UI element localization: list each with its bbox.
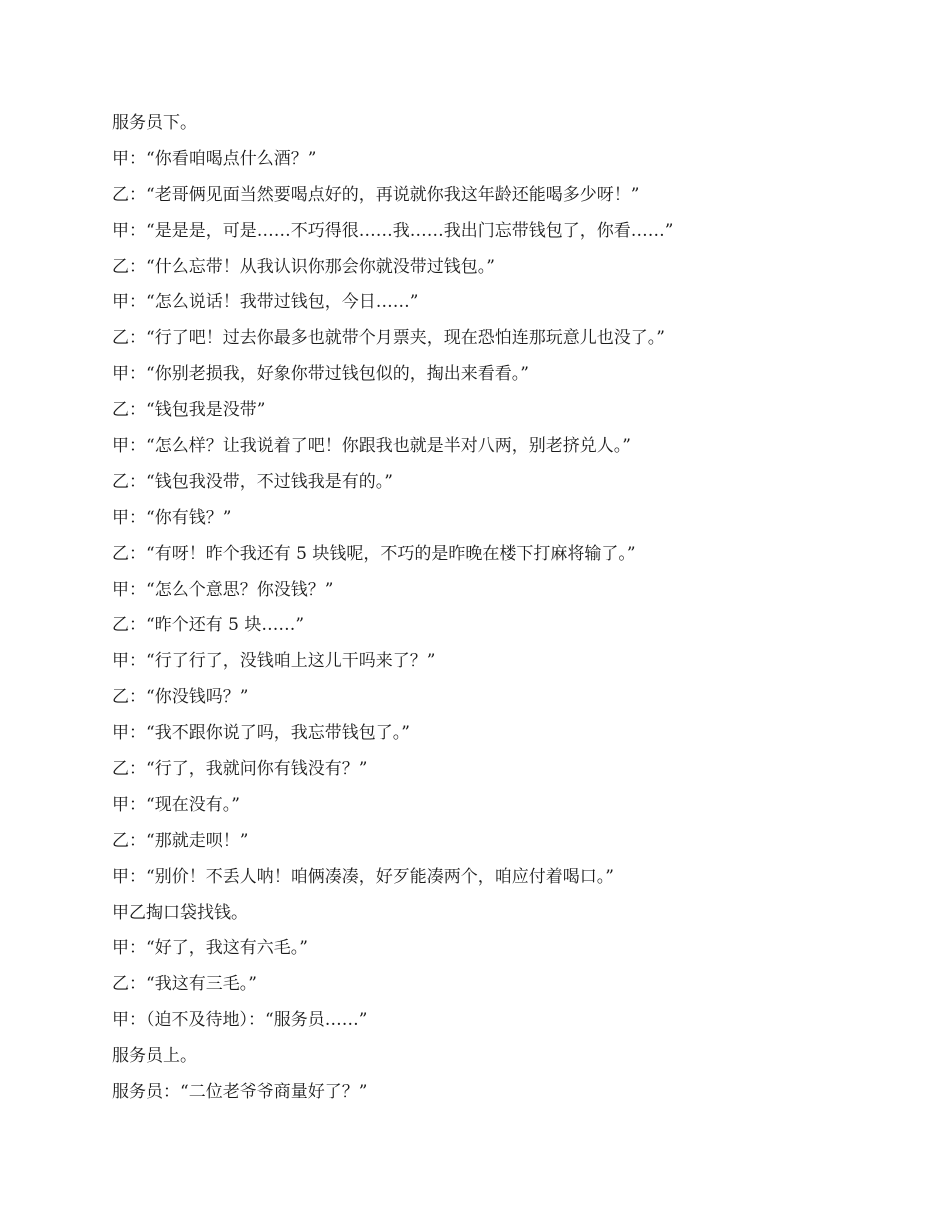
- text-line: 甲乙掏口袋找钱。: [112, 902, 248, 923]
- text-line: 乙：“什么忘带！从我认识你那会你就没带过钱包。”: [112, 256, 495, 277]
- text-line: 甲：“你看咱喝点什么酒？”: [112, 148, 317, 169]
- text-line: 甲：“我不跟你说了吗，我忘带钱包了。”: [112, 723, 410, 744]
- text-line: 服务员下。: [112, 113, 197, 133]
- text-line: 甲：“你别老损我，好象你带过钱包似的，掏出来看看。”: [112, 364, 529, 385]
- text-line: 乙：“老哥俩见面当然要喝点好的，再说就你我这年龄还能喝多少呀！”: [112, 184, 640, 205]
- text-line: 甲：“是是是，可是……不巧得很……我……我出门忘带钱包了，你看……”: [112, 220, 674, 241]
- text-line: 甲：（迫不及待地）：“服务员……”: [112, 1010, 368, 1031]
- text-line: 甲：“怎么个意思？你没钱？”: [112, 579, 334, 600]
- dialogue-text: [112, 109, 892, 1114]
- text-line: 乙：“有呀！昨个我还有 5 块钱呢，不巧的是昨晚在楼下打麻将输了。”: [112, 543, 636, 564]
- text-line: 甲：“你有钱？”: [112, 507, 232, 528]
- text-line: 甲：“现在没有。”: [112, 794, 240, 815]
- text-line: 甲：“好了，我这有六毛。”: [112, 938, 308, 959]
- text-line: 甲：“行了行了，没钱咱上这儿干吗来了？”: [112, 651, 436, 672]
- text-line: 乙：“行了吧！过去你最多也就带个月票夹，现在恐怕连那玩意儿也没了。”: [112, 328, 665, 349]
- text-line: 乙：“钱包我没带，不过钱我是有的。”: [112, 471, 393, 492]
- text-line: 乙：“我这有三毛。”: [112, 974, 257, 995]
- text-line: 甲：“别价！不丢人呐！咱俩凑凑，好歹能凑两个，咱应付着喝口。”: [112, 866, 614, 887]
- text-line: 甲：“怎么说话！我带过钱包，今日……”: [112, 292, 419, 313]
- text-line: 乙：“昨个还有 5 块……”: [112, 615, 305, 636]
- text-line: 服务员：“二位老爷爷商量好了？”: [112, 1082, 368, 1103]
- text-line: 乙：“那就走呗！”: [112, 830, 249, 851]
- text-line: 乙：“行了，我就问你有钱没有？”: [112, 759, 368, 780]
- text-line: 服务员上。: [112, 1046, 197, 1067]
- text-line: 乙：“钱包我是没带”: [112, 400, 266, 421]
- text-line: 甲：“怎么样？让我说着了吧！你跟我也就是半对八两，别老挤兑人。”: [112, 436, 631, 457]
- text-line: 乙：“你没钱吗？”: [112, 687, 249, 708]
